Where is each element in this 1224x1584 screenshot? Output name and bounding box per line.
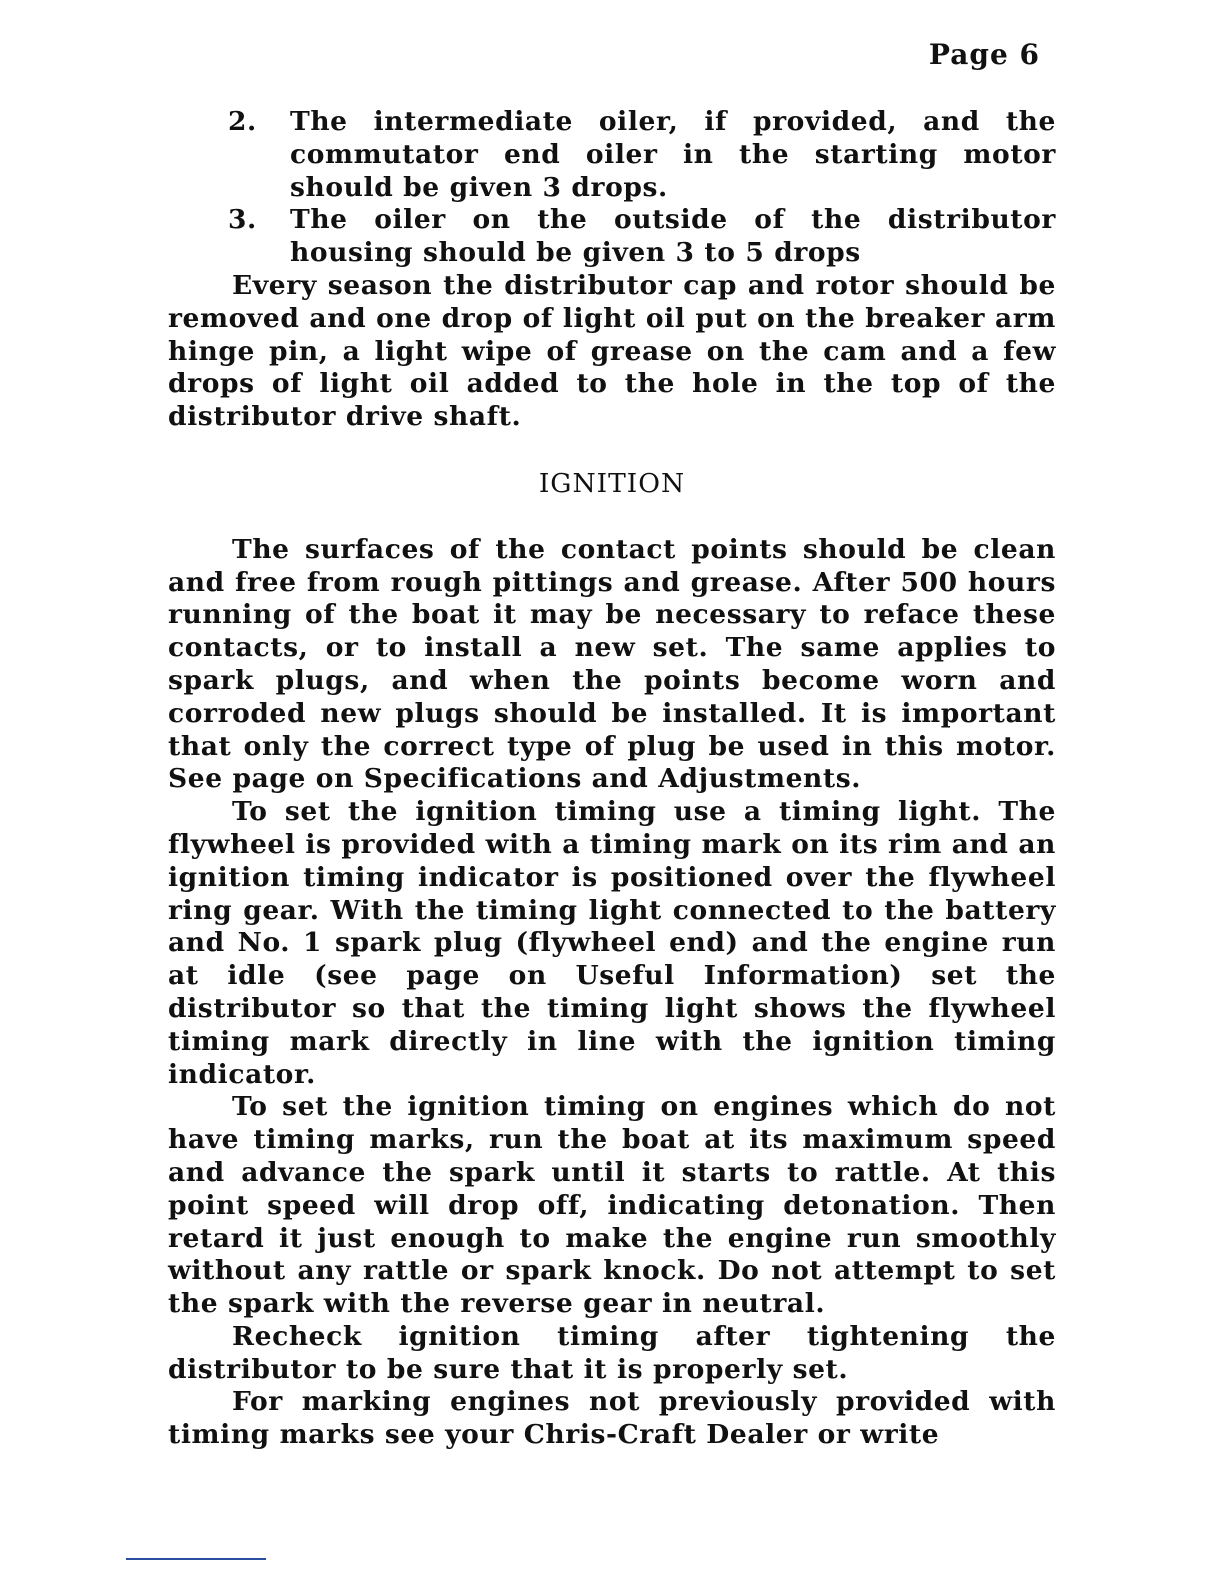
list-item	[228, 204, 1056, 270]
lubrication-paragraph: Every season the distributor cap and rotor should be removed and one drop of light oil put on the breaker arm hinge pin, a light wipe of grease on the cam and a few drops of light oil added to the hole in the top of the distributor drive shaft.	[168, 269, 1056, 433]
ignition-paragraph-timing-light: To set the ignition timing use a timing light. The flywheel is provided with a timing mark on its rim and an ignition timing indicator is positioned over the flywheel ring gear. With the timing light connected to the battery and No. 1 spark plug (flywheel end) and the engine run at idle (see page on Useful Information) set the distributor so that the timing light shows the flywheel timing mark directly in line with the ignition timing indicator.	[168, 796, 1056, 1090]
ignition-paragraph-marking: For marking engines not previously provided with timing marks see your Chris-Craft Dealer or write	[168, 1386, 1056, 1451]
page-number: Page 6	[928, 38, 1040, 71]
ignition-paragraph-recheck: Recheck ignition timing after tightening the distributor to be sure that it is properly set.	[168, 1320, 1056, 1385]
ignition-paragraph-contacts: The surfaces of the contact points should be clean and free from rough pittings and grease. After 500 hours running of the boat it may be necessary to reface these contacts, or to install a new set. The same applies to spark plugs, and when the points become worn and corroded new plugs should be installed. It is important that only the correct type of plug be used in this motor. See page on Specifications and Adjustments.	[168, 533, 1056, 795]
section-heading-ignition: IGNITION	[538, 467, 686, 499]
list-item-number: 3.	[228, 204, 257, 236]
list-item-number: 2.	[228, 106, 257, 137]
footer-rule	[126, 1558, 266, 1560]
list-item-text: The intermediate oiler, if provided, and the commutator end oiler in the starting motor should be given 3 drops.	[290, 106, 1056, 203]
list-item-text: The oiler on the outside of the distributor housing should be given 3 to 5 drops	[290, 204, 1056, 269]
page-body	[168, 106, 1056, 1452]
ignition-paragraph-no-marks: To set the ignition timing on engines which do not have timing marks, run the boat at its maximum speed and advance the spark until it starts to rattle. At this point speed will drop off, indicating detonation. Then retard it just enough to make the engine run smoothly without any rattle or spark knock. Do not attempt to set the spark with the reverse gear in neutral.	[168, 1091, 1056, 1320]
list-item	[228, 106, 1056, 204]
